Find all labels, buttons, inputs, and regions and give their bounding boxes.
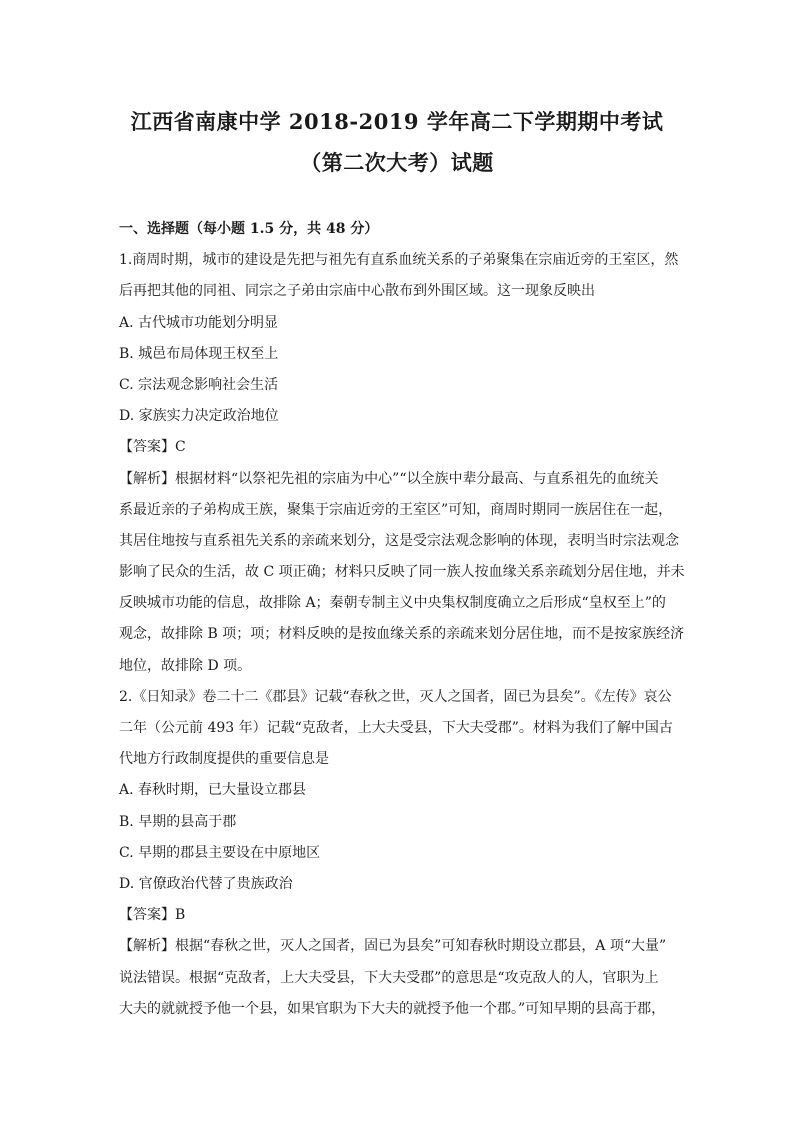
q1-option-d: D. 家族实力决定政治地位 bbox=[119, 408, 279, 425]
q2-stem-line: 代地方行政制度提供的重要信息是 bbox=[119, 751, 329, 768]
q2-stem-line: 2.《日知录》卷二十二《郡县》记载“春秋之世，灭人之国者，固已为县矣”。《左传》哀公 bbox=[119, 688, 672, 705]
q1-analysis-line: 观念，故排除 B 项；项；材料反映的是按血缘关系的亲疏来划分居住地，而不是按家族经济 bbox=[119, 626, 685, 643]
q2-analysis-line: 大夫的就就授予他一个县，如果官职为下大夫的就授予他一个郡。”可知早期的县高于郡， bbox=[119, 1000, 666, 1017]
doc-subtitle: （第二次大考）试题 bbox=[300, 150, 494, 175]
q1-stem-line: 后再把其他的同祖、同宗之子弟由宗庙中心散布到外围区域。这一现象反映出 bbox=[119, 283, 595, 300]
q1-analysis-line: 系最近亲的子弟构成王族，聚集于宗庙近旁的王室区”可知，商周时期同一族居住在一起， bbox=[119, 501, 673, 518]
q2-option-a: A. 春秋时期，已大量设立郡县 bbox=[119, 782, 307, 799]
q1-option-b: B. 城邑布局体现王权至上 bbox=[119, 345, 279, 362]
q2-option-c: C. 早期的郡县主要设在中原地区 bbox=[119, 844, 321, 861]
q1-option-c: C. 宗法观念影响社会生活 bbox=[119, 376, 279, 393]
q1-option-a: A. 古代城市功能划分明显 bbox=[119, 314, 279, 331]
q2-analysis-line: 【解析】根据“春秋之世，灭人之国者，固已为县矣”可知春秋时期设立郡县，A 项“大量” bbox=[119, 938, 667, 955]
doc-body bbox=[119, 214, 685, 1025]
q1-answer: 【答案】C bbox=[119, 439, 186, 456]
q1-stem-line: 1.商周时期，城市的建设是先把与祖先有直系血统关系的子弟聚集在宗庙近旁的王室区，然 bbox=[119, 252, 679, 269]
q2-option-b: B. 早期的县高于郡 bbox=[119, 813, 237, 830]
q1-analysis-line: 地位，故排除 D 项。 bbox=[119, 657, 252, 674]
q2-stem-line: 二年（公元前 493 年）记载“克敌者，上大夫受县，下大夫受郡”。材料为我们了解中国古 bbox=[119, 720, 673, 736]
q2-answer: 【答案】B bbox=[119, 907, 186, 924]
doc-title: 江西省南康中学 2018-2019 学年高二下学期期中考试 bbox=[130, 109, 664, 134]
q2-option-d: D. 官僚政治代替了贵族政治 bbox=[119, 875, 293, 892]
q2-analysis-line: 说法错误。根据“克敌者，上大夫受县，下大夫受郡”的意思是“攻克敌人的人，官职为上 bbox=[119, 969, 659, 986]
q1-analysis-line: 影响了民众的生活，故 C 项正确；材料只反映了同一族人按血缘关系亲疏划分居住地，并未 bbox=[119, 564, 685, 581]
q1-analysis-line: 其居住地按与直系祖先关系的亲疏来划分，这是受宗法观念影响的体现，表明当时宗法观念 bbox=[119, 532, 679, 549]
q1-analysis-line: 反映城市功能的信息，故排除 A；秦朝专制主义中央集权制度确立之后形成“皇权至上”的 bbox=[119, 595, 666, 612]
section-header: 一、选择题（每小题 1.5 分，共 48 分） bbox=[119, 221, 379, 237]
q1-analysis-line: 【解析】根据材料“以祭祀先祖的宗庙为中心”“以全族中辈分最高、与直系祖先的血统关 bbox=[119, 470, 659, 487]
